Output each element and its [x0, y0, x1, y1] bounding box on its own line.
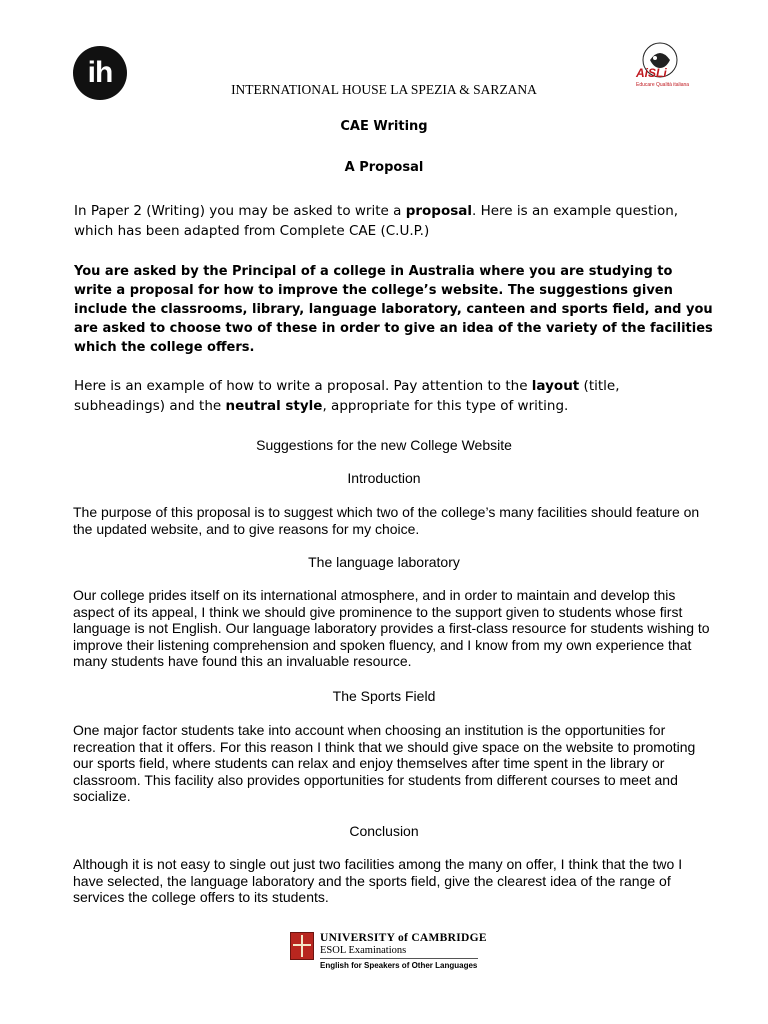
aisli-logo-tagline: Educare Qualità italiana: [636, 82, 690, 88]
intro-text-1: In Paper 2 (Writing) you may be asked to write a: [74, 203, 406, 219]
lab-heading: The language laboratory: [308, 554, 460, 570]
sports-text: One major factor students take into account when choosing an institution is the opportunities for recreation that it offers. For this reason I think that we should give space on the website to promoting our sports field, where students can relax and enjoy themselves after time spent in the library or classroom. This facility also provides opportunities for students from different courses to meet and socialize.: [73, 722, 696, 805]
cambridge-divider: [320, 958, 478, 959]
conclusion-text: Although it is not easy to single out just two facilities among the many on offer, I think that the two I have selected, the language laboratory and the sports field, give the clearest idea of the range of services the college offers to its students.: [73, 856, 683, 906]
school-name: INTERNATIONAL HOUSE LA SPEZIA & SARZANA: [231, 82, 537, 97]
example-bold-style: neutral style: [225, 398, 323, 414]
cambridge-tagline: English for Speakers of Other Languages: [320, 961, 478, 970]
example-text-2: (title, subheadings) and the: [74, 378, 620, 414]
lab-text: Our college prides itself on its international atmosphere, and in order to maintain and develop this aspect of its appeal, I think we should give prominence to the support given to students whose first language is not English. Our language laboratory provides a first-class resource for students wishing to improve their listening comprehension and spoken fluency, and I know from my own experience that many students have found this an invaluable resource.: [73, 587, 710, 670]
introduction-heading: Introduction: [347, 470, 421, 486]
task-type-title: A Proposal: [344, 160, 424, 175]
sports-heading: The Sports Field: [332, 688, 436, 704]
intro-bold-proposal: proposal: [405, 203, 472, 219]
cambridge-esol-logo: [290, 932, 487, 976]
cambridge-university-name: UNIVERSITY of CAMBRIDGE: [320, 932, 487, 944]
cambridge-crest-icon: [290, 932, 314, 960]
cambridge-unit-name: ESOL Examinations: [320, 945, 407, 956]
conclusion-heading: Conclusion: [349, 823, 419, 839]
ih-logo-text: ih: [87, 56, 113, 89]
task-paragraph: You are asked by the Principal of a college in Australia where you are studying to write a proposal for how to improve the college’s website. The suggestions given include the classrooms, library, language laboratory, canteen and sports field, and you are asked to choose two of these in order to give an idea of the variety of the facilities which the college offers.: [74, 264, 713, 355]
proposal-title: Suggestions for the new College Website: [256, 437, 512, 453]
intro-paragraph: [74, 201, 714, 241]
aisli-logo-text: AiSLi: [636, 66, 667, 80]
example-paragraph: [74, 376, 714, 416]
example-text-3: , appropriate for this type of writing.: [322, 398, 569, 414]
intro-text-2: . Here is an example question, which has been adapted from Complete CAE (C.U.P.): [74, 203, 679, 239]
subject-title: CAE Writing: [340, 119, 428, 134]
example-bold-layout: layout: [531, 378, 580, 394]
introduction-text: The purpose of this proposal is to suggest which two of the college’s many facilities should feature on the updated website, and to give reasons for my choice.: [73, 504, 700, 537]
example-text-1: Here is an example of how to write a proposal. Pay attention to the: [74, 378, 532, 394]
